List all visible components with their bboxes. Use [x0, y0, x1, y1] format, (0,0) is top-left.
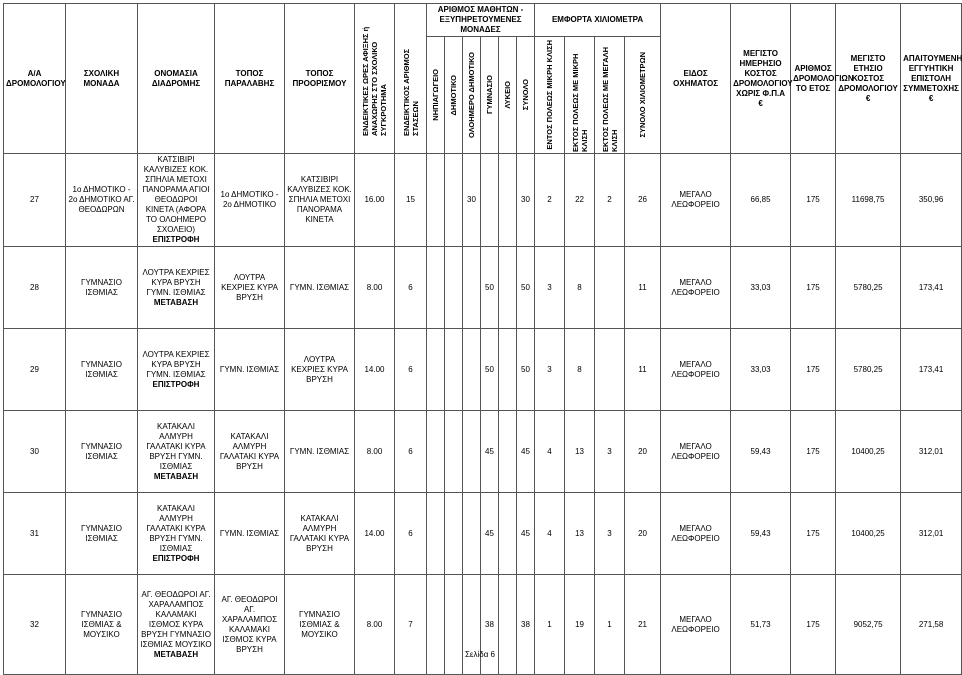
header-students-group: ΑΡΙΘΜΟΣ ΜΑΘΗΤΩΝ - ΕΞΥΠΗΡΕΤΟΥΜΕΝΕΣ ΜΟΝΑΔΕΣ — [427, 4, 535, 37]
cell-max-annual: 5780,25 — [836, 329, 901, 411]
header-hours: ΕΝΔΕΙΚΤΙΚΕΣ ΩΡΕΣ ΑΦΙΞΗΣ ή ΑΝΑΧΩΡΗΣ ΣΤΟ ΣΧΟΛΙΚΟ ΣΥΓΚΡΟΤΗΜΑ — [355, 4, 395, 154]
cell-lyk — [499, 575, 517, 675]
header-dim: ΔΗΜΟΤΙΚΟ — [445, 37, 463, 154]
header-stops: ΕΝΔΕΙΚΤΙΚΟΣ ΑΡΙΘΜΟΣ ΣΤΑΣΕΩΝ — [395, 4, 427, 154]
cell-max-annual: 10400,25 — [836, 493, 901, 575]
transport-routes-table — [3, 3, 962, 675]
cell-school: ΓΥΜΝΑΣΙΟ ΙΣΘΜΙΑΣ — [66, 247, 138, 329]
cell-gym: 50 — [481, 329, 499, 411]
cell-aa: 28 — [4, 247, 66, 329]
cell-dest: ΚΑΤΣΙΒΙΡΙ ΚΑΛΥΒΙΖΕΣ ΚΟΚ. ΣΠΗΛΙΑ ΜΕΤΟΧΙ ΠΑΝΟΡΑΜΑ ΚΙΝΕΤΑ — [285, 154, 355, 247]
table-body — [4, 154, 962, 675]
route-direction: ΕΠΙΣΤΡΟΦΗ — [152, 553, 200, 563]
cell-nip — [427, 493, 445, 575]
cell-route — [138, 154, 215, 247]
cell-routes-year: 175 — [791, 411, 836, 493]
page-number: Σελίδα 6 — [464, 650, 496, 659]
cell-hours: 8.00 — [355, 247, 395, 329]
cell-km-total: 21 — [625, 575, 661, 675]
table-row — [4, 247, 962, 329]
cell-nip — [427, 247, 445, 329]
route-direction: ΜΕΤΑΒΑΣΗ — [153, 297, 199, 307]
cell-gym: 45 — [481, 411, 499, 493]
route-direction: ΜΕΤΑΒΑΣΗ — [153, 649, 199, 659]
cell-stops: 6 — [395, 329, 427, 411]
cell-dest: ΚΑΤΑΚΑΛΙ ΑΛΜΥΡΗ ΓΑΛΑΤΑΚΙ ΚΥΡΑ ΒΡΥΣΗ — [285, 493, 355, 575]
cell-total: 30 — [517, 154, 535, 247]
cell-route — [138, 575, 215, 675]
cell-route — [138, 247, 215, 329]
header-out-big: ΕΚΤΟΣ ΠΟΛΕΩΣ ΜΕ ΜΕΓΑΛΗ ΚΛΙΣΗ — [595, 37, 625, 154]
route-direction: ΕΠΙΣΤΡΟΦΗ — [152, 379, 200, 389]
cell-route — [138, 493, 215, 575]
table-row — [4, 329, 962, 411]
cell-hours: 8.00 — [355, 575, 395, 675]
cell-stops: 15 — [395, 154, 427, 247]
cell-max-daily: 59,43 — [731, 493, 791, 575]
header-out-small: ΕΚΤΟΣ ΠΟΛΕΩΣ ΜΕ ΜΙΚΡΗ ΚΛΙΣΗ — [565, 37, 595, 154]
header-nip: ΝΗΠΙΑΓΩΓΕΙΟ — [427, 37, 445, 154]
route-stops-text: ΚΑΤΑΚΑΛΙ ΑΛΜΥΡΗ ΓΑΛΑΤΑΚΙ ΚΥΡΑ ΒΡΥΣΗ ΓΥΜΝ. ΙΣΘΜΙΑΣ — [146, 421, 206, 471]
cell-aa: 31 — [4, 493, 66, 575]
cell-hours: 14.00 — [355, 329, 395, 411]
cell-out-small: 13 — [565, 411, 595, 493]
cell-school: ΓΥΜΝΑΣΙΟ ΙΣΘΜΙΑΣ — [66, 411, 138, 493]
cell-gym — [481, 154, 499, 247]
cell-total: 50 — [517, 329, 535, 411]
cell-routes-year: 175 — [791, 493, 836, 575]
cell-max-daily: 59,43 — [731, 411, 791, 493]
cell-km-total: 11 — [625, 329, 661, 411]
header-guarantee: ΑΠΑΙΤΟΥΜΕΝΗ ΕΓΓΥΗΤΙΚΗ ΕΠΙΣΤΟΛΗ ΣΥΜΜΕΤΟΧΗΣ € — [901, 4, 962, 154]
cell-lyk — [499, 329, 517, 411]
cell-hours: 8.00 — [355, 411, 395, 493]
cell-gym: 50 — [481, 247, 499, 329]
cell-pickup: ΚΑΤΑΚΑΛΙ ΑΛΜΥΡΗ ΓΑΛΑΤΑΚΙ ΚΥΡΑ ΒΡΥΣΗ — [215, 411, 285, 493]
cell-pickup: ΑΓ. ΘΕΟΔΩΡΟΙ ΑΓ. ΧΑΡΑΛΑΜΠΟΣ ΚΑΛΑΜΑΚΙ ΙΣΘΜΟΣ ΚΥΡΑ ΒΡΥΣΗ — [215, 575, 285, 675]
cell-stops: 6 — [395, 411, 427, 493]
cell-routes-year: 175 — [791, 247, 836, 329]
header-km-group: ΕΜΦΟΡΤΑ ΧΙΛΙΟΜΕΤΡΑ — [535, 4, 661, 37]
cell-total: 45 — [517, 493, 535, 575]
cell-out-small: 8 — [565, 329, 595, 411]
cell-vehicle: ΜΕΓΑΛΟ ΛΕΩΦΟΡΕΙΟ — [661, 154, 731, 247]
cell-in-city: 3 — [535, 329, 565, 411]
cell-out-small: 19 — [565, 575, 595, 675]
cell-km-total: 20 — [625, 411, 661, 493]
cell-olo — [463, 247, 481, 329]
cell-aa: 32 — [4, 575, 66, 675]
header-school: ΣΧΟΛΙΚΗ ΜΟΝΑΔΑ — [66, 4, 138, 154]
cell-routes-year: 175 — [791, 575, 836, 675]
cell-gym: 38 — [481, 575, 499, 675]
cell-dim — [445, 247, 463, 329]
cell-guarantee: 312,01 — [901, 411, 962, 493]
cell-pickup: ΓΥΜΝ. ΙΣΘΜΙΑΣ — [215, 493, 285, 575]
table-row — [4, 493, 962, 575]
header-aa: Α/Α ΔΡΟΜΟΛΟΓΙΟΥ — [4, 4, 66, 154]
cell-in-city: 2 — [535, 154, 565, 247]
cell-lyk — [499, 411, 517, 493]
cell-in-city: 4 — [535, 493, 565, 575]
cell-guarantee: 173,41 — [901, 247, 962, 329]
cell-out-small: 13 — [565, 493, 595, 575]
cell-vehicle: ΜΕΓΑΛΟ ΛΕΩΦΟΡΕΙΟ — [661, 493, 731, 575]
cell-dest: ΛΟΥΤΡΑ ΚΕΧΡΙΕΣ ΚΥΡΑ ΒΡΥΣΗ — [285, 329, 355, 411]
cell-aa: 30 — [4, 411, 66, 493]
cell-lyk — [499, 493, 517, 575]
table-row — [4, 411, 962, 493]
cell-guarantee: 173,41 — [901, 329, 962, 411]
cell-olo: 30 — [463, 154, 481, 247]
cell-max-daily: 33,03 — [731, 329, 791, 411]
cell-dim — [445, 154, 463, 247]
cell-out-big — [595, 329, 625, 411]
header-routes-year: ΑΡΙΘΜΟΣ ΔΡΟΜΟΛΟΓΙΩΝ ΤΟ ΕΤΟΣ — [791, 4, 836, 154]
cell-in-city: 1 — [535, 575, 565, 675]
cell-olo — [463, 575, 481, 675]
table-row — [4, 154, 962, 247]
cell-max-daily: 51,73 — [731, 575, 791, 675]
table-header — [4, 4, 962, 154]
cell-out-big: 3 — [595, 411, 625, 493]
cell-pickup: ΛΟΥΤΡΑ ΚΕΧΡΙΕΣ ΚΥΡΑ ΒΡΥΣΗ — [215, 247, 285, 329]
cell-max-daily: 66,85 — [731, 154, 791, 247]
cell-max-daily: 33,03 — [731, 247, 791, 329]
cell-dest: ΓΥΜΝΑΣΙΟ ΙΣΘΜΙΑΣ & ΜΟΥΣΙΚΟ — [285, 575, 355, 675]
cell-max-annual: 9052,75 — [836, 575, 901, 675]
cell-total: 38 — [517, 575, 535, 675]
cell-stops: 7 — [395, 575, 427, 675]
cell-olo — [463, 411, 481, 493]
cell-pickup: ΓΥΜΝ. ΙΣΘΜΙΑΣ — [215, 329, 285, 411]
cell-hours: 16.00 — [355, 154, 395, 247]
cell-stops: 6 — [395, 493, 427, 575]
cell-in-city: 4 — [535, 411, 565, 493]
table-row — [4, 575, 962, 675]
cell-dim — [445, 493, 463, 575]
header-destination: ΤΟΠΟΣ ΠΡΟΟΡΙΣΜΟΥ — [285, 4, 355, 154]
cell-vehicle: ΜΕΓΑΛΟ ΛΕΩΦΟΡΕΙΟ — [661, 247, 731, 329]
header-gym: ΓΥΜΝΑΣΙΟ — [481, 37, 499, 154]
cell-routes-year: 175 — [791, 329, 836, 411]
cell-guarantee: 350,96 — [901, 154, 962, 247]
cell-stops: 6 — [395, 247, 427, 329]
cell-aa: 29 — [4, 329, 66, 411]
cell-nip — [427, 411, 445, 493]
cell-km-total: 26 — [625, 154, 661, 247]
cell-dim — [445, 411, 463, 493]
header-max-annual: ΜΕΓΙΣΤΟ ΕΤΗΣΙΟ ΚΟΣΤΟΣ ΔΡΟΜΟΛΟΓΙΟΥ € — [836, 4, 901, 154]
route-direction: ΕΠΙΣΤΡΟΦΗ — [152, 235, 200, 244]
cell-lyk — [499, 247, 517, 329]
route-stops-text: ΚΑΤΣΙΒΙΡΙ ΚΑΛΥΒΙΖΕΣ ΚΟΚ. ΣΠΗΛΙΑ ΜΕΤΟΧΙ ΠΑΝΟΡΑΜΑ ΑΓΙΟΙ ΘΕΟΔΩΡΟΙ ΚΙΝΕΤΑ (ΑΦΟΡΑ ΤΟ ΟΛΟΗΜΕΡΟ ΣΧΟΛΕΙΟ) — [142, 155, 210, 234]
cell-lyk — [499, 154, 517, 247]
header-km-total: ΣΥΝΟΛΟ ΧΙΛΙΟΜΕΤΡΩΝ — [625, 37, 661, 154]
cell-guarantee: 312,01 — [901, 493, 962, 575]
cell-routes-year: 175 — [791, 154, 836, 247]
cell-route — [138, 411, 215, 493]
cell-school: ΓΥΜΝΑΣΙΟ ΙΣΘΜΙΑΣ & ΜΟΥΣΙΚΟ — [66, 575, 138, 675]
route-stops-text: ΛΟΥΤΡΑ ΚΕΧΡΙΕΣ ΚΥΡΑ ΒΡΥΣΗ ΓΥΜΝ. ΙΣΘΜΙΑΣ — [142, 349, 210, 379]
cell-total: 50 — [517, 247, 535, 329]
header-olo: ΟΛΟΗΜΕΡΟ ΔΗΜΟΤΙΚΟ — [463, 37, 481, 154]
route-stops-text: ΑΓ. ΘΕΟΔΩΡΟΙ ΑΓ. ΧΑΡΑΛΑΜΠΟΣ ΚΑΛΑΜΑΚΙ ΙΣΘΜΟΣ ΚΥΡΑ ΒΡΥΣΗ ΓΥΜΝΑΣΙΟ ΙΣΘΜΙΑΣ ΜΟΥΣΙΚΟ — [140, 589, 212, 649]
header-max-daily: ΜΕΓΙΣΤΟ ΗΜΕΡΗΣΙΟ ΚΟΣΤΟΣ ΔΡΟΜΟΛΟΓΙΟΥ ΧΩΡΙΣ Φ.Π.Α € — [731, 4, 791, 154]
cell-olo — [463, 493, 481, 575]
cell-school: ΓΥΜΝΑΣΙΟ ΙΣΘΜΙΑΣ — [66, 329, 138, 411]
cell-out-big: 2 — [595, 154, 625, 247]
cell-gym: 45 — [481, 493, 499, 575]
cell-km-total: 20 — [625, 493, 661, 575]
cell-out-small: 22 — [565, 154, 595, 247]
cell-nip — [427, 575, 445, 675]
cell-hours: 14.00 — [355, 493, 395, 575]
cell-school: 1ο ΔΗΜΟΤΙΚΟ - 2ο ΔΗΜΟΤΙΚΟ ΑΓ. ΘΕΟΔΩΡΩΝ — [66, 154, 138, 247]
cell-route — [138, 329, 215, 411]
cell-vehicle: ΜΕΓΑΛΟ ΛΕΩΦΟΡΕΙΟ — [661, 575, 731, 675]
header-route-name: ΟΝΟΜΑΣΙΑ ΔΙΑΔΡΟΜΗΣ — [138, 4, 215, 154]
cell-dim — [445, 575, 463, 675]
cell-guarantee: 271,58 — [901, 575, 962, 675]
cell-dim — [445, 329, 463, 411]
cell-school: ΓΥΜΝΑΣΙΟ ΙΣΘΜΙΑΣ — [66, 493, 138, 575]
route-direction: ΜΕΤΑΒΑΣΗ — [153, 471, 199, 481]
cell-nip — [427, 329, 445, 411]
cell-dest: ΓΥΜΝ. ΙΣΘΜΙΑΣ — [285, 411, 355, 493]
cell-nip — [427, 154, 445, 247]
cell-out-big — [595, 247, 625, 329]
cell-out-big: 3 — [595, 493, 625, 575]
header-in-city: ΕΝΤΟΣ ΠΟΛΕΩΣ ΜΙΚΡΗ ΚΛΙΣΗ — [535, 37, 565, 154]
route-stops-text: ΚΑΤΑΚΑΛΙ ΑΛΜΥΡΗ ΓΑΛΑΤΑΚΙ ΚΥΡΑ ΒΡΥΣΗ ΓΥΜΝ. ΙΣΘΜΙΑΣ — [146, 503, 206, 553]
header-vehicle: ΕΙΔΟΣ ΟΧΗΜΑΤΟΣ — [661, 4, 731, 154]
cell-aa: 27 — [4, 154, 66, 247]
cell-olo — [463, 329, 481, 411]
cell-vehicle: ΜΕΓΑΛΟ ΛΕΩΦΟΡΕΙΟ — [661, 411, 731, 493]
header-pickup: ΤΟΠΟΣ ΠΑΡΑΛΑΒΗΣ — [215, 4, 285, 154]
cell-out-small: 8 — [565, 247, 595, 329]
header-lyk: ΛΥΚΕΙΟ — [499, 37, 517, 154]
cell-in-city: 3 — [535, 247, 565, 329]
cell-total: 45 — [517, 411, 535, 493]
cell-dest: ΓΥΜΝ. ΙΣΘΜΙΑΣ — [285, 247, 355, 329]
cell-vehicle: ΜΕΓΑΛΟ ΛΕΩΦΟΡΕΙΟ — [661, 329, 731, 411]
cell-out-big: 1 — [595, 575, 625, 675]
cell-max-annual: 11698,75 — [836, 154, 901, 247]
cell-max-annual: 5780,25 — [836, 247, 901, 329]
cell-km-total: 11 — [625, 247, 661, 329]
route-stops-text: ΛΟΥΤΡΑ ΚΕΧΡΙΕΣ ΚΥΡΑ ΒΡΥΣΗ ΓΥΜΝ. ΙΣΘΜΙΑΣ — [142, 267, 210, 297]
header-total: ΣΥΝΟΛΟ — [517, 37, 535, 154]
cell-max-annual: 10400,25 — [836, 411, 901, 493]
cell-pickup: 1ο ΔΗΜΟΤΙΚΟ - 2ο ΔΗΜΟΤΙΚΟ — [215, 154, 285, 247]
